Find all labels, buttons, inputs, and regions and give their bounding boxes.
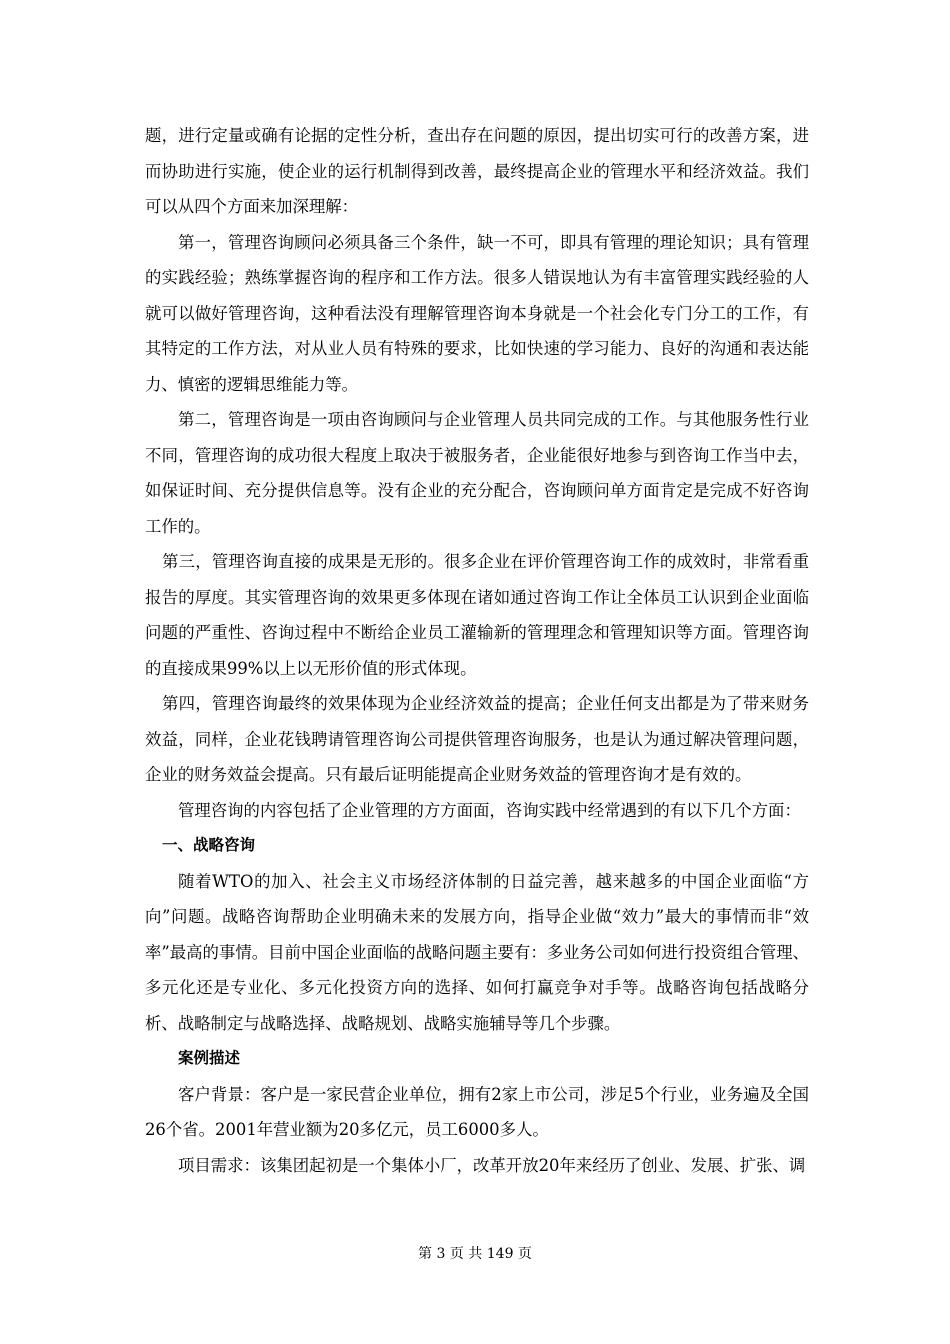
paragraph-client-background: 客户背景：客户是一家民营企业单位，拥有2家上市公司，涉足5个行业，业务遍及全国26个省。2001年营业额为20多亿元，员工6000多人。 [145,1084,809,1139]
document-body [145,118,809,1183]
paragraph-point-four: 第四，管理咨询最终的效果体现为企业经济效益的提高；企业任何支出都是为了带来财务效益，同样，企业花钱聘请管理咨询公司提供管理咨询服务，也是认为通过解决管理问题，企业的财务效益会提高。只有最后证明能提高企业财务效益的管理咨询才是有效的。 [145,694,809,784]
paragraph-project-needs: 项目需求：该集团起初是一个集体小厂，改革开放20年来经历了创业、发展、扩张、调 [178,1155,806,1175]
paragraph-consulting-scope: 管理咨询的内容包括了企业管理的方方面面，咨询实践中经常遇到的有以下几个方面： [178,800,801,820]
page-number-footer: 第 3 页 共 149 页 [418,1246,532,1262]
subheading-case-description: 案例描述 [178,1049,241,1067]
paragraph-intro-continuation: 题，进行定量或确有论据的定性分析，查出存在问题的原因，提出切实可行的改善方案，进而协助进行实施，使企业的运行机制得到改善，最终提高企业的管理水平和经济效益。我们可以从四个方面来加深理解： [145,126,809,216]
paragraph-point-two: 第二，管理咨询是一项由咨询顾问与企业管理人员共同完成的工作。与其他服务性行业不同，管理咨询的成功很大程度上取决于被服务者，企业能很好地参与到咨询工作当中去，如保证时间、充分提供信息等。没有企业的充分配合，咨询顾问单方面肯定是完成不好咨询工作的。 [145,410,809,536]
paragraph-strategy: 随着WTO的加入、社会主义市场经济体制的日益完善，越来越多的中国企业面临“方向”问题。战略咨询帮助企业明确未来的发展方向，指导企业做“效力”最大的事情而非“效率”最高的事情。目前中国企业面临的战略问题主要有：多业务公司如何进行投资组合管理、多元化还是专业化、多元化投资方向的选择、如何打赢竞争对手等。战略咨询包括战略分析、战略制定与战略选择、战略规划、战略实施辅导等几个步骤。 [145,871,810,1033]
section-heading-strategy: 一、战略咨询 [162,836,256,854]
paragraph-point-one: 第一，管理咨询顾问必须具备三个条件，缺一不可，即具有管理的理论知识；具有管理的实践经验；熟练掌握咨询的程序和工作方法。很多人错误地认为有丰富管理实践经验的人就可以做好管理咨询，这种看法没有理解管理咨询本身就是一个社会化专门分工的工作，有其特定的工作方法，对从业人员有特殊的要求，比如快速的学习能力、良好的沟通和表达能力、慎密的逻辑思维能力等。 [145,232,809,394]
paragraph-point-three: 第三，管理咨询直接的成果是无形的。很多企业在评价管理咨询工作的成效时，非常看重报告的厚度。其实管理咨询的效果更多体现在诸如通过咨询工作让全体员工认识到企业面临问题的严重性、咨询过程中不断给企业员工灌输新的管理理念和管理知识等方面。管理咨询的直接成果99%以上以无形价值的形式体现。 [145,552,809,678]
